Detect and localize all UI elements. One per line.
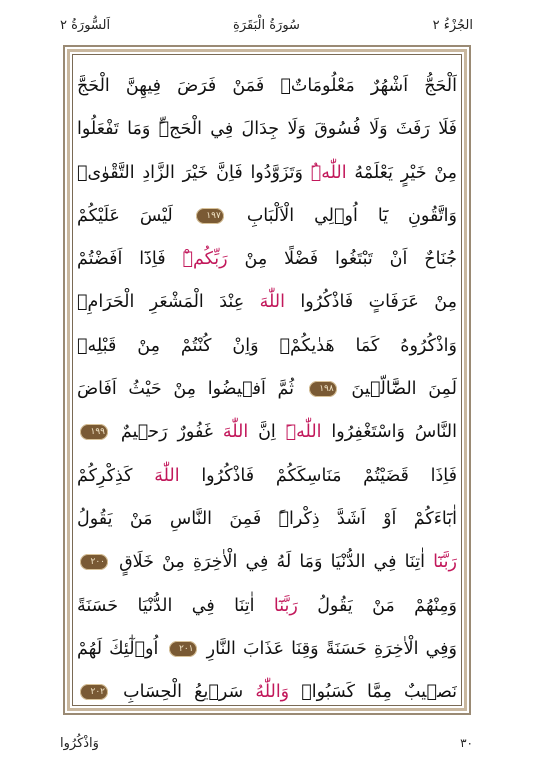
- verse-text: فَلَا رَفَثَ وَلَا فُسُوقَ وَلَا جِدَالَ فِي الْحَجِّۜ وَمَا تَفْعَلُوا: [77, 119, 457, 140]
- verse-text: وَتَزَوَّدُوا فَاِنَّ خَيْرَ الزَّادِ التَّقْوٰىۘ: [77, 162, 311, 183]
- text-line: [77, 152, 457, 195]
- juz-label: الجُزْءُ ٢: [432, 18, 473, 33]
- page-header: [0, 0, 533, 44]
- text-line: [77, 455, 457, 498]
- text-line: [77, 498, 457, 541]
- text-line: [77, 325, 457, 368]
- divine-name-text: رَبِّكُمْۜ: [182, 249, 228, 270]
- verse-text: اٰتِنَا فِي الدُّنْيَا وَمَا لَهُ فِي الْاٰخِرَةِ مِنْ خَلَاقٍ: [111, 552, 434, 573]
- text-line: [77, 108, 457, 151]
- verse-text: فَاِذَا قَضَيْتُمْ مَنَاسِكَكُمْ فَاذْكُرُوا: [179, 465, 457, 486]
- ayah-number-marker: ٢٠٠: [80, 554, 108, 570]
- divine-name-text: اللّٰهَ: [222, 422, 249, 443]
- verse-text: سَر۪يعُ الْحِسَابِ: [111, 682, 256, 703]
- verse-text: كَذِكْرِكُمْ: [77, 465, 155, 486]
- ayah-number-marker: ١٩٧: [196, 208, 224, 224]
- text-line: [77, 65, 457, 108]
- verse-text: اُو۬لٰٓئِكَ لَهُمْ: [77, 638, 166, 659]
- text-line: [77, 368, 457, 411]
- verse-text: وَفِي الْاٰخِرَةِ حَسَنَةً وَقِنَا عَذَابَ النَّارِ: [199, 638, 457, 659]
- ayah-number-marker: ١٩٩: [80, 424, 108, 440]
- verse-text: وَاتَّقُونِ يَٓا اُو۬لِي الْاَلْبَابِ: [226, 205, 457, 226]
- verse-text: اٰبَٓاءَكُمْ اَوْ اَشَدَّ ذِكْراًۜ فَمِنَ النَّاسِ مَنْ يَقُولُ: [77, 508, 457, 529]
- catchword: وَاذْكُرُوا: [60, 736, 99, 751]
- divine-name-text: اللّٰهَۜ: [285, 422, 322, 443]
- verse-text: نَص۪يبٌ مِمَّا كَسَبُواۜ: [289, 682, 457, 703]
- verse-text: جُنَاحٌ اَنْ تَبْتَغُوا فَضْلًا مِنْ: [227, 249, 457, 270]
- verse-text: وَمِنْهُمْ مَنْ يَقُولُ: [297, 595, 457, 616]
- page-number: ٣٠: [460, 736, 473, 750]
- divine-name-text: وَاللّٰهُ: [255, 682, 290, 703]
- ayah-number-marker: ١٩٨: [309, 381, 337, 397]
- divine-name-text: رَبَّنَٓا: [433, 552, 457, 573]
- surah-number-label: اَلسُّورَةُ ٢: [60, 18, 111, 33]
- surah-title: سُورَةُ الْبَقَرَةِ: [233, 18, 300, 33]
- verse-text: النَّاسُ وَاسْتَغْفِرُوا: [321, 422, 457, 443]
- divine-name-text: اللّٰهَ: [154, 465, 180, 486]
- text-line: [77, 671, 457, 714]
- text-line: [77, 628, 457, 671]
- verse-text: لَيْسَ عَلَيْكُمْ: [77, 205, 193, 226]
- text-line: [77, 195, 457, 238]
- text-line: [77, 238, 457, 281]
- verse-text: غَفُورٌ رَح۪يمٌ: [111, 422, 223, 443]
- page-frame: [63, 45, 471, 715]
- verse-text: مِنْ عَرَفَاتٍ فَاذْكُرُوا: [284, 292, 457, 313]
- verse-text: ثُمَّ اَف۪يضُوا مِنْ حَيْثُ اَفَاضَ: [77, 379, 306, 400]
- divine-name-text: رَبَّنَٓا: [273, 595, 298, 616]
- verse-text: فَاِذَٓا اَفَضْتُمْ: [77, 249, 183, 270]
- verse-text: اِنَّ: [248, 422, 286, 443]
- text-line: [77, 541, 457, 584]
- text-line: [77, 411, 457, 454]
- divine-name-text: اللّٰهَ: [259, 292, 285, 313]
- text-line: [77, 281, 457, 324]
- quran-text: [77, 65, 457, 703]
- text-line: [77, 585, 457, 628]
- verse-text: مِنْ خَيْرٍ يَعْلَمْهُ: [346, 162, 457, 183]
- ayah-number-marker: ٢٠١: [169, 641, 197, 657]
- ayah-number-marker: ٢٠٢: [80, 684, 108, 700]
- verse-text: وَاذْكُرُوهُ كَمَا هَدٰيكُمْۚ وَاِنْ كُنْتُمْ مِنْ قَبْلِه۪: [77, 335, 457, 356]
- verse-text: لَمِنَ الضَّٓالّ۪ينَ: [339, 379, 457, 400]
- verse-text: عِنْدَ الْمَشْعَرِ الْحَرَامِۖ: [77, 292, 260, 313]
- divine-name-text: اللّٰهُۜ: [310, 162, 347, 183]
- verse-text: اٰتِنَا فِي الدُّنْيَا حَسَنَةً: [77, 595, 274, 616]
- verse-text: اَلْحَجُّ اَشْهُرٌ مَعْلُومَاتٌۚ فَمَنْ فَرَضَ فِيهِنَّ الْحَجَّ: [77, 76, 457, 96]
